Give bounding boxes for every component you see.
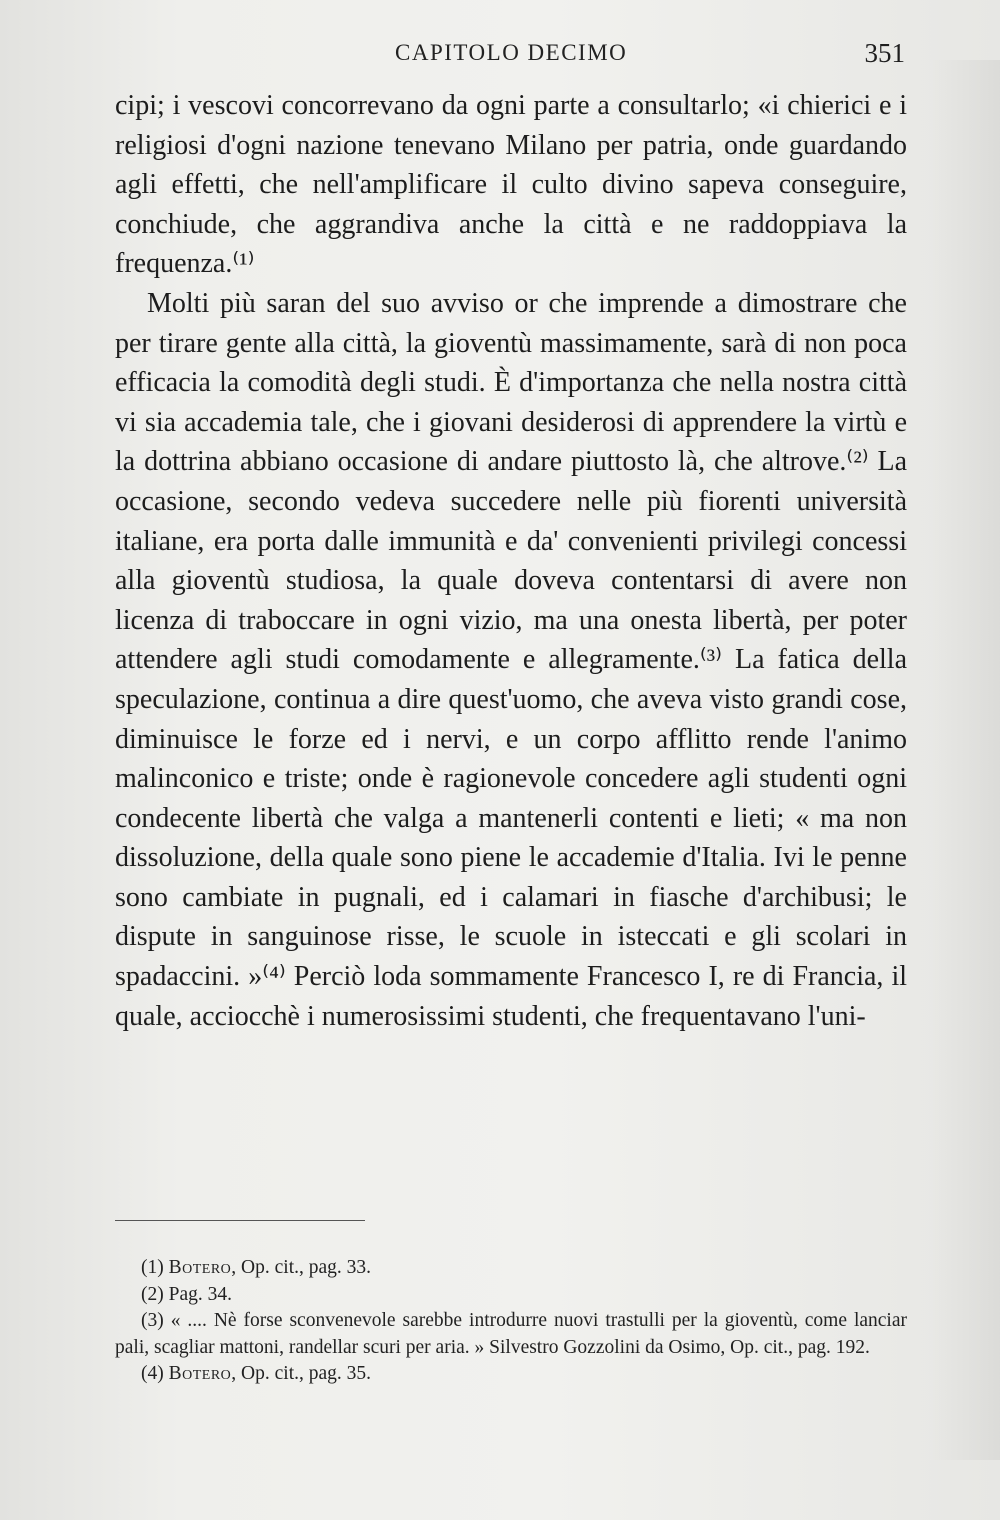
footnote-author: Botero [168, 1363, 232, 1384]
facing-page-bleed [930, 60, 1000, 1460]
footnote-1 [115, 1255, 907, 1282]
footnote-3 [115, 1308, 907, 1361]
body-text [115, 86, 907, 1036]
footnote-divider [115, 1220, 365, 1221]
footnote-text: , Op. cit., pag. 33. [231, 1257, 372, 1278]
footnote-4 [115, 1361, 907, 1388]
footnote-text: Pag. 34. [168, 1283, 232, 1305]
footnote-author: Botero [168, 1257, 232, 1278]
footnote-text: , Op. cit., pag. 35. [231, 1363, 372, 1384]
footnote-2 [115, 1282, 907, 1309]
footnotes [115, 1255, 907, 1388]
footnote-marker: (3) [141, 1310, 164, 1331]
running-head: CAPITOLO DECIMO [395, 40, 628, 65]
paragraph: cipi; i vescovi concorrevano da ogni parte a consultarlo; «i chierici e i religiosi d'ogni nazione tenevano Milano per patria, onde guardando agli effetti, che nell'amplificare il culto divino sapeva conseguire, conchiude, che aggrandiva anche la città e ne raddoppiava la frequenza.⁽¹⁾ [115, 90, 907, 280]
footnote-marker: (4) [141, 1363, 164, 1384]
footnote-marker: (1) [141, 1257, 164, 1278]
paragraph: Molti più saran del suo avviso or che imprende a dimostrare che per tirare gente alla città, la gioventù massimamente, sarà di non poca efficacia la comodità degli studi. È d'importanza che nella nostra città vi sia accademia tale, che i giovani desiderosi di apprendere la virtù e la dottrina abbiano occasione di andare piuttosto là, che altrove.⁽²⁾ La occasione, secondo vedeva succedere nelle più fiorenti università italiane, era porta dalle immunità e da' convenienti privilegi concessi alla gioventù studiosa, la quale doveva contentarsi di avere non licenza di traboccare in ogni vizio, ma una onesta libertà, per poter attendere agli studi comodamente e allegramente.⁽³⁾ La fatica della speculazione, continua a dire quest'uomo, che aveva visto grandi cose, diminuisce le forze ed i nervi, e un corpo afflitto rende l'animo malinconico e triste; onde è ragionevole concedere agli studenti ogni condecente libertà che valga a mantenerli contenti e lieti; « ma non dissoluzione, della quale sono piene le accademie d'Italia. Ivi le penne sono cambiate in pugnali, ed i calamari in fiasche d'archibusi; le dispute in sanguinose risse, le scuole in isteccati e gli scolari in spadaccini. »⁽⁴⁾ Perciò loda sommamente Francesco I, re di Francia, il quale, acciocchè i numerosissimi studenti, che frequentavano l'uni- [115, 287, 907, 1032]
footnote-text: « .... Nè forse sconvenevole sarebbe introdurre nuovi trastulli per la gioventù, come lanciar pali, scagliar mattoni, randellar scuri per aria. » Silvestro Gozzolini da Osimo, Op. cit., pag. 192. [115, 1310, 908, 1358]
page-number: 351 [864, 38, 905, 68]
page-header [115, 38, 905, 74]
footnote-marker: (2) [141, 1283, 164, 1305]
